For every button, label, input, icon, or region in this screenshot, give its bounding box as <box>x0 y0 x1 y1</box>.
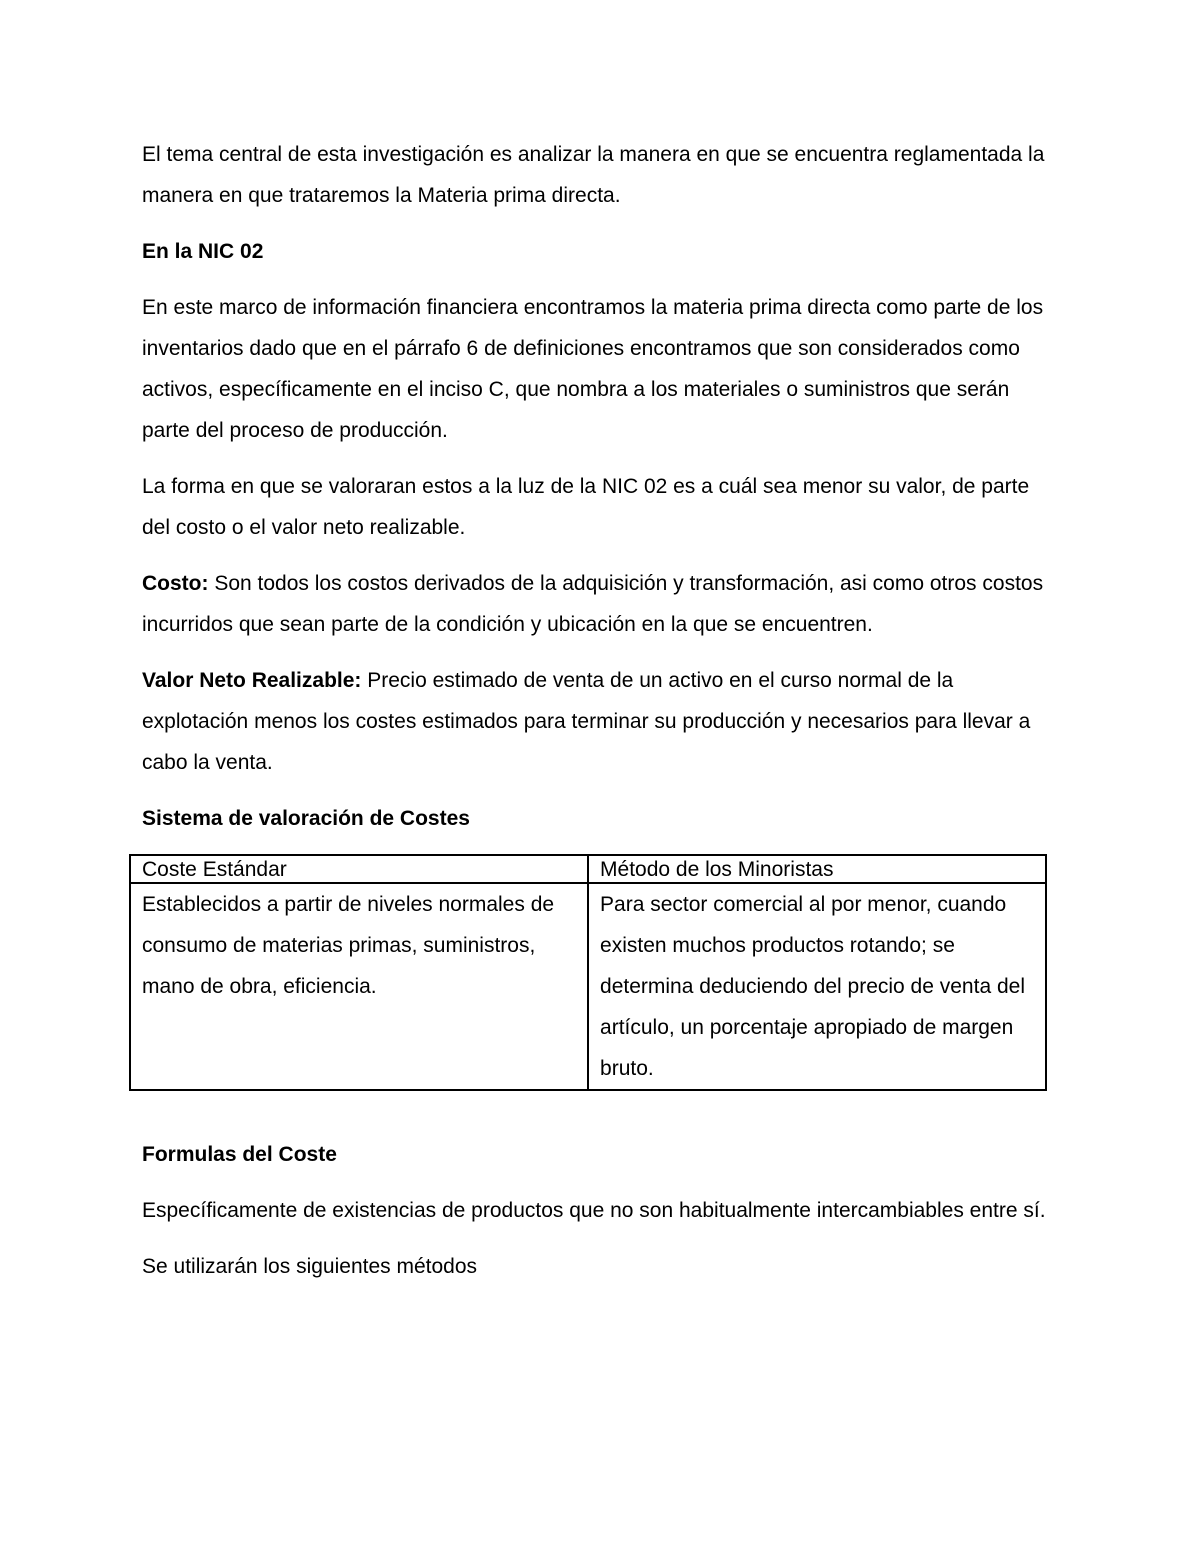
section-heading-sistema: Sistema de valoración de Costes <box>142 807 470 830</box>
table-header-cell: Coste Estándar <box>130 855 588 883</box>
table-cell: Para sector comercial al por menor, cuando existen muchos productos rotando; se determina deduciendo del precio de venta del artículo, un porcentaje apropiado de margen bruto. <box>588 883 1046 1090</box>
definition-text: Son todos los costos derivados de la adquisición y transformación, asi como otros costos incurridos que sean parte de la condición y ubicación en la que se encuentren. <box>142 572 1044 636</box>
definition-text: Precio estimado de venta de un activo en el curso normal de la explotación menos los costes estimados para terminar su producción y necesarios para llevar a cabo la venta. <box>142 669 1031 774</box>
table-cell: Establecidos a partir de niveles normales de consumo de materias primas, suministros, mano de obra, eficiencia. <box>130 883 588 1090</box>
valuation-systems-table <box>129 854 1047 1091</box>
section-heading-nic: En la NIC 02 <box>142 240 264 263</box>
definition-term: Costo: <box>142 572 209 595</box>
intro-paragraph: El tema central de esta investigación es analizar la manera en que se encuentra reglamentada la manera en que trataremos la Materia prima directa. <box>142 143 1045 207</box>
definition-term: Valor Neto Realizable: <box>142 669 362 692</box>
document-page <box>142 134 1062 1302</box>
definition-valor-neto <box>142 660 1062 783</box>
definition-costo <box>142 563 1062 645</box>
table-header-cell: Método de los Minoristas <box>588 855 1046 883</box>
formulas-paragraph-1: Específicamente de existencias de productos que no son habitualmente intercambiables entre sí. <box>142 1199 1046 1222</box>
formulas-paragraph-2: Se utilizarán los siguientes métodos <box>142 1255 478 1278</box>
section-heading-formulas: Formulas del Coste <box>142 1143 337 1166</box>
nic-paragraph-2: La forma en que se valoraran estos a la luz de la NIC 02 es a cuál sea menor su valor, de parte del costo o el valor neto realizable. <box>142 475 1030 539</box>
table-header-row <box>130 855 1046 883</box>
table-row <box>130 883 1046 1090</box>
nic-paragraph-1: En este marco de información financiera encontramos la materia prima directa como parte de los inventarios dado que en el párrafo 6 de definiciones encontramos que son considerados como activos, específicamente en el inciso C, que nombra a los materiales o suministros que serán parte del proceso de producción. <box>142 296 1044 442</box>
